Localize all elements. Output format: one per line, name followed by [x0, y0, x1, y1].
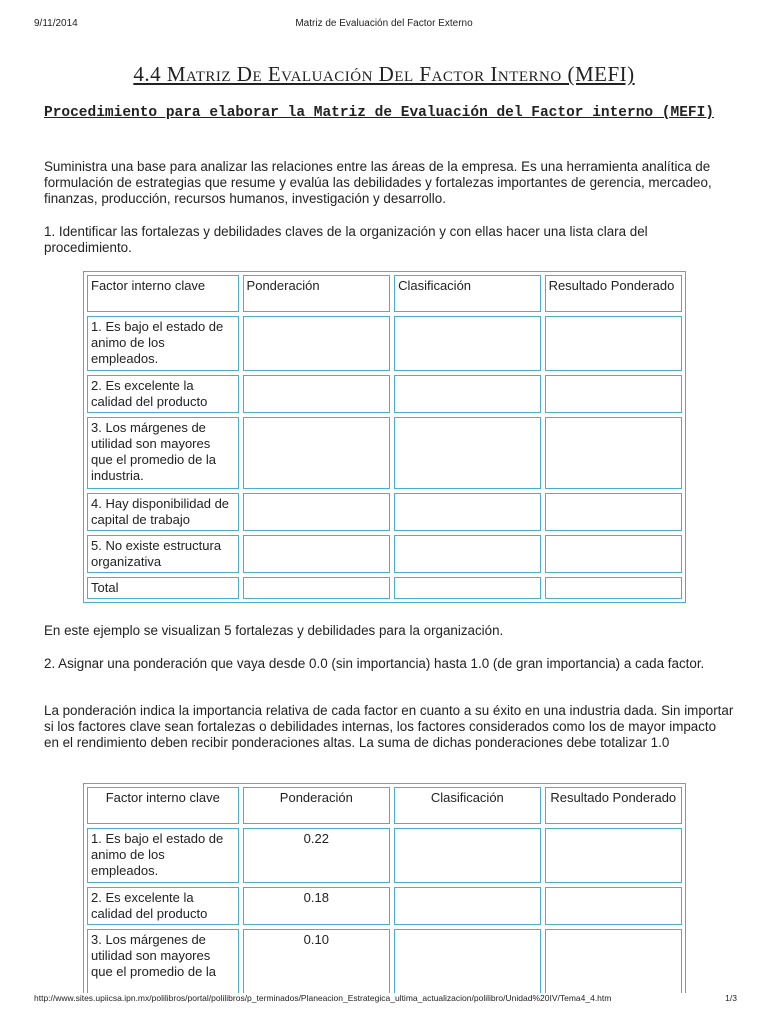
empty-cell	[394, 535, 541, 573]
factor-cell: 5. No existe estructura organizativa	[87, 535, 239, 573]
example-paragraph: En este ejemplo se visualizan 5 fortalezas y debilidades para la organización.	[44, 623, 504, 638]
page-title: 4.4 Matriz De Evaluación Del Factor Interno (MEFI)	[133, 62, 635, 86]
intro-paragraph: Suministra una base para analizar las relaciones entre las áreas de la empresa. Es una herramienta analítica de formulación de estrategias que resume y evalúa las debilidades y fortalezas importantes de gerencia, mercadeo, finanzas, producción, recursos humanos, investigación y desarrollo.	[44, 159, 712, 206]
factor-cell: 1. Es bajo el estado de animo de los empleados.	[87, 828, 239, 883]
total-row	[87, 577, 682, 599]
empty-cell	[394, 828, 541, 883]
factor-cell: 2. Es excelente la calidad del producto	[87, 375, 239, 413]
empty-cell	[545, 493, 682, 531]
weight-cell: 0.22	[243, 828, 391, 883]
step2-paragraph: 2. Asignar una ponderación que vaya desde 0.0 (sin importancia) hasta 1.0 (de gran importancia) a cada factor.	[44, 656, 705, 671]
factor-cell: 3. Los márgenes de utilidad son mayores que el promedio de la industria.	[87, 417, 239, 489]
total-label: Total	[87, 577, 239, 599]
factor-cell: 1. Es bajo el estado de animo de los empleados.	[87, 316, 239, 371]
table-row	[87, 929, 682, 993]
empty-cell	[394, 417, 541, 489]
table-row	[87, 316, 682, 371]
table-header-row	[87, 275, 682, 312]
table-row	[87, 417, 682, 489]
empty-cell	[394, 887, 541, 925]
header-cell: Resultado Ponderado	[545, 787, 682, 824]
header-cell: Clasificación	[394, 275, 541, 312]
factor-cell: 3. Los márgenes de utilidad son mayores que el promedio de la	[87, 929, 239, 993]
factor-cell: 4. Hay disponibilidad de capital de trabajo	[87, 493, 239, 531]
empty-cell	[243, 316, 391, 371]
header-cell: Resultado Ponderado	[545, 275, 682, 312]
empty-cell	[545, 535, 682, 573]
header-cell: Ponderación	[243, 275, 391, 312]
source-url: http://www.sites.upiicsa.ipn.mx/polilibros/portal/polilibros/p_terminados/Planeacion_Estrategica_ultima_actualizacion/polilibro/Unidad%20IV/Tema4_4.htm	[34, 993, 612, 1003]
empty-cell	[243, 577, 391, 599]
table-row	[87, 887, 682, 925]
mefi-table-weights	[83, 783, 686, 993]
empty-cell	[394, 316, 541, 371]
page-number: 1/3	[725, 993, 737, 1003]
empty-cell	[394, 577, 541, 599]
weight-note-paragraph: La ponderación indica la importancia relativa de cada factor en cuanto a su éxito en una industria dada. Sin importar si los factores clave sean fortalezas o debilidades internas, los factores considerados como los de mayor impacto en el rendimiento deben recibir ponderaciones altas. La suma de dichas ponderaciones debe totalizar 1.0	[44, 703, 734, 750]
empty-cell	[545, 316, 682, 371]
mefi-table-empty	[83, 271, 686, 603]
header-cell: Ponderación	[243, 787, 391, 824]
header-cell: Factor interno clave	[87, 275, 239, 312]
print-doc-title: Matriz de Evaluación del Factor Externo	[295, 18, 473, 29]
header-cell: Factor interno clave	[87, 787, 239, 824]
table-row	[87, 493, 682, 531]
factor-cell: 2. Es excelente la calidad del producto	[87, 887, 239, 925]
table-row	[87, 375, 682, 413]
step1-paragraph: 1. Identificar las fortalezas y debilidades claves de la organización y con ellas hacer una lista clara del procedimiento.	[44, 224, 648, 255]
empty-cell	[243, 535, 391, 573]
table-row	[87, 828, 682, 883]
section-heading: Procedimiento para elaborar la Matriz de Evaluación del Factor interno (MEFI)	[44, 105, 715, 121]
table-header-row	[87, 787, 682, 824]
empty-cell	[545, 417, 682, 489]
empty-cell	[243, 375, 391, 413]
empty-cell	[394, 375, 541, 413]
empty-cell	[545, 929, 682, 993]
empty-cell	[545, 887, 682, 925]
weight-cell: 0.18	[243, 887, 391, 925]
empty-cell	[243, 417, 391, 489]
empty-cell	[545, 828, 682, 883]
empty-cell	[394, 929, 541, 993]
empty-cell	[545, 375, 682, 413]
empty-cell	[243, 493, 391, 531]
print-date: 9/11/2014	[34, 18, 78, 29]
empty-cell	[394, 493, 541, 531]
table-row	[87, 535, 682, 573]
weight-cell: 0.10	[243, 929, 391, 993]
empty-cell	[545, 577, 682, 599]
header-cell: Clasificación	[394, 787, 541, 824]
